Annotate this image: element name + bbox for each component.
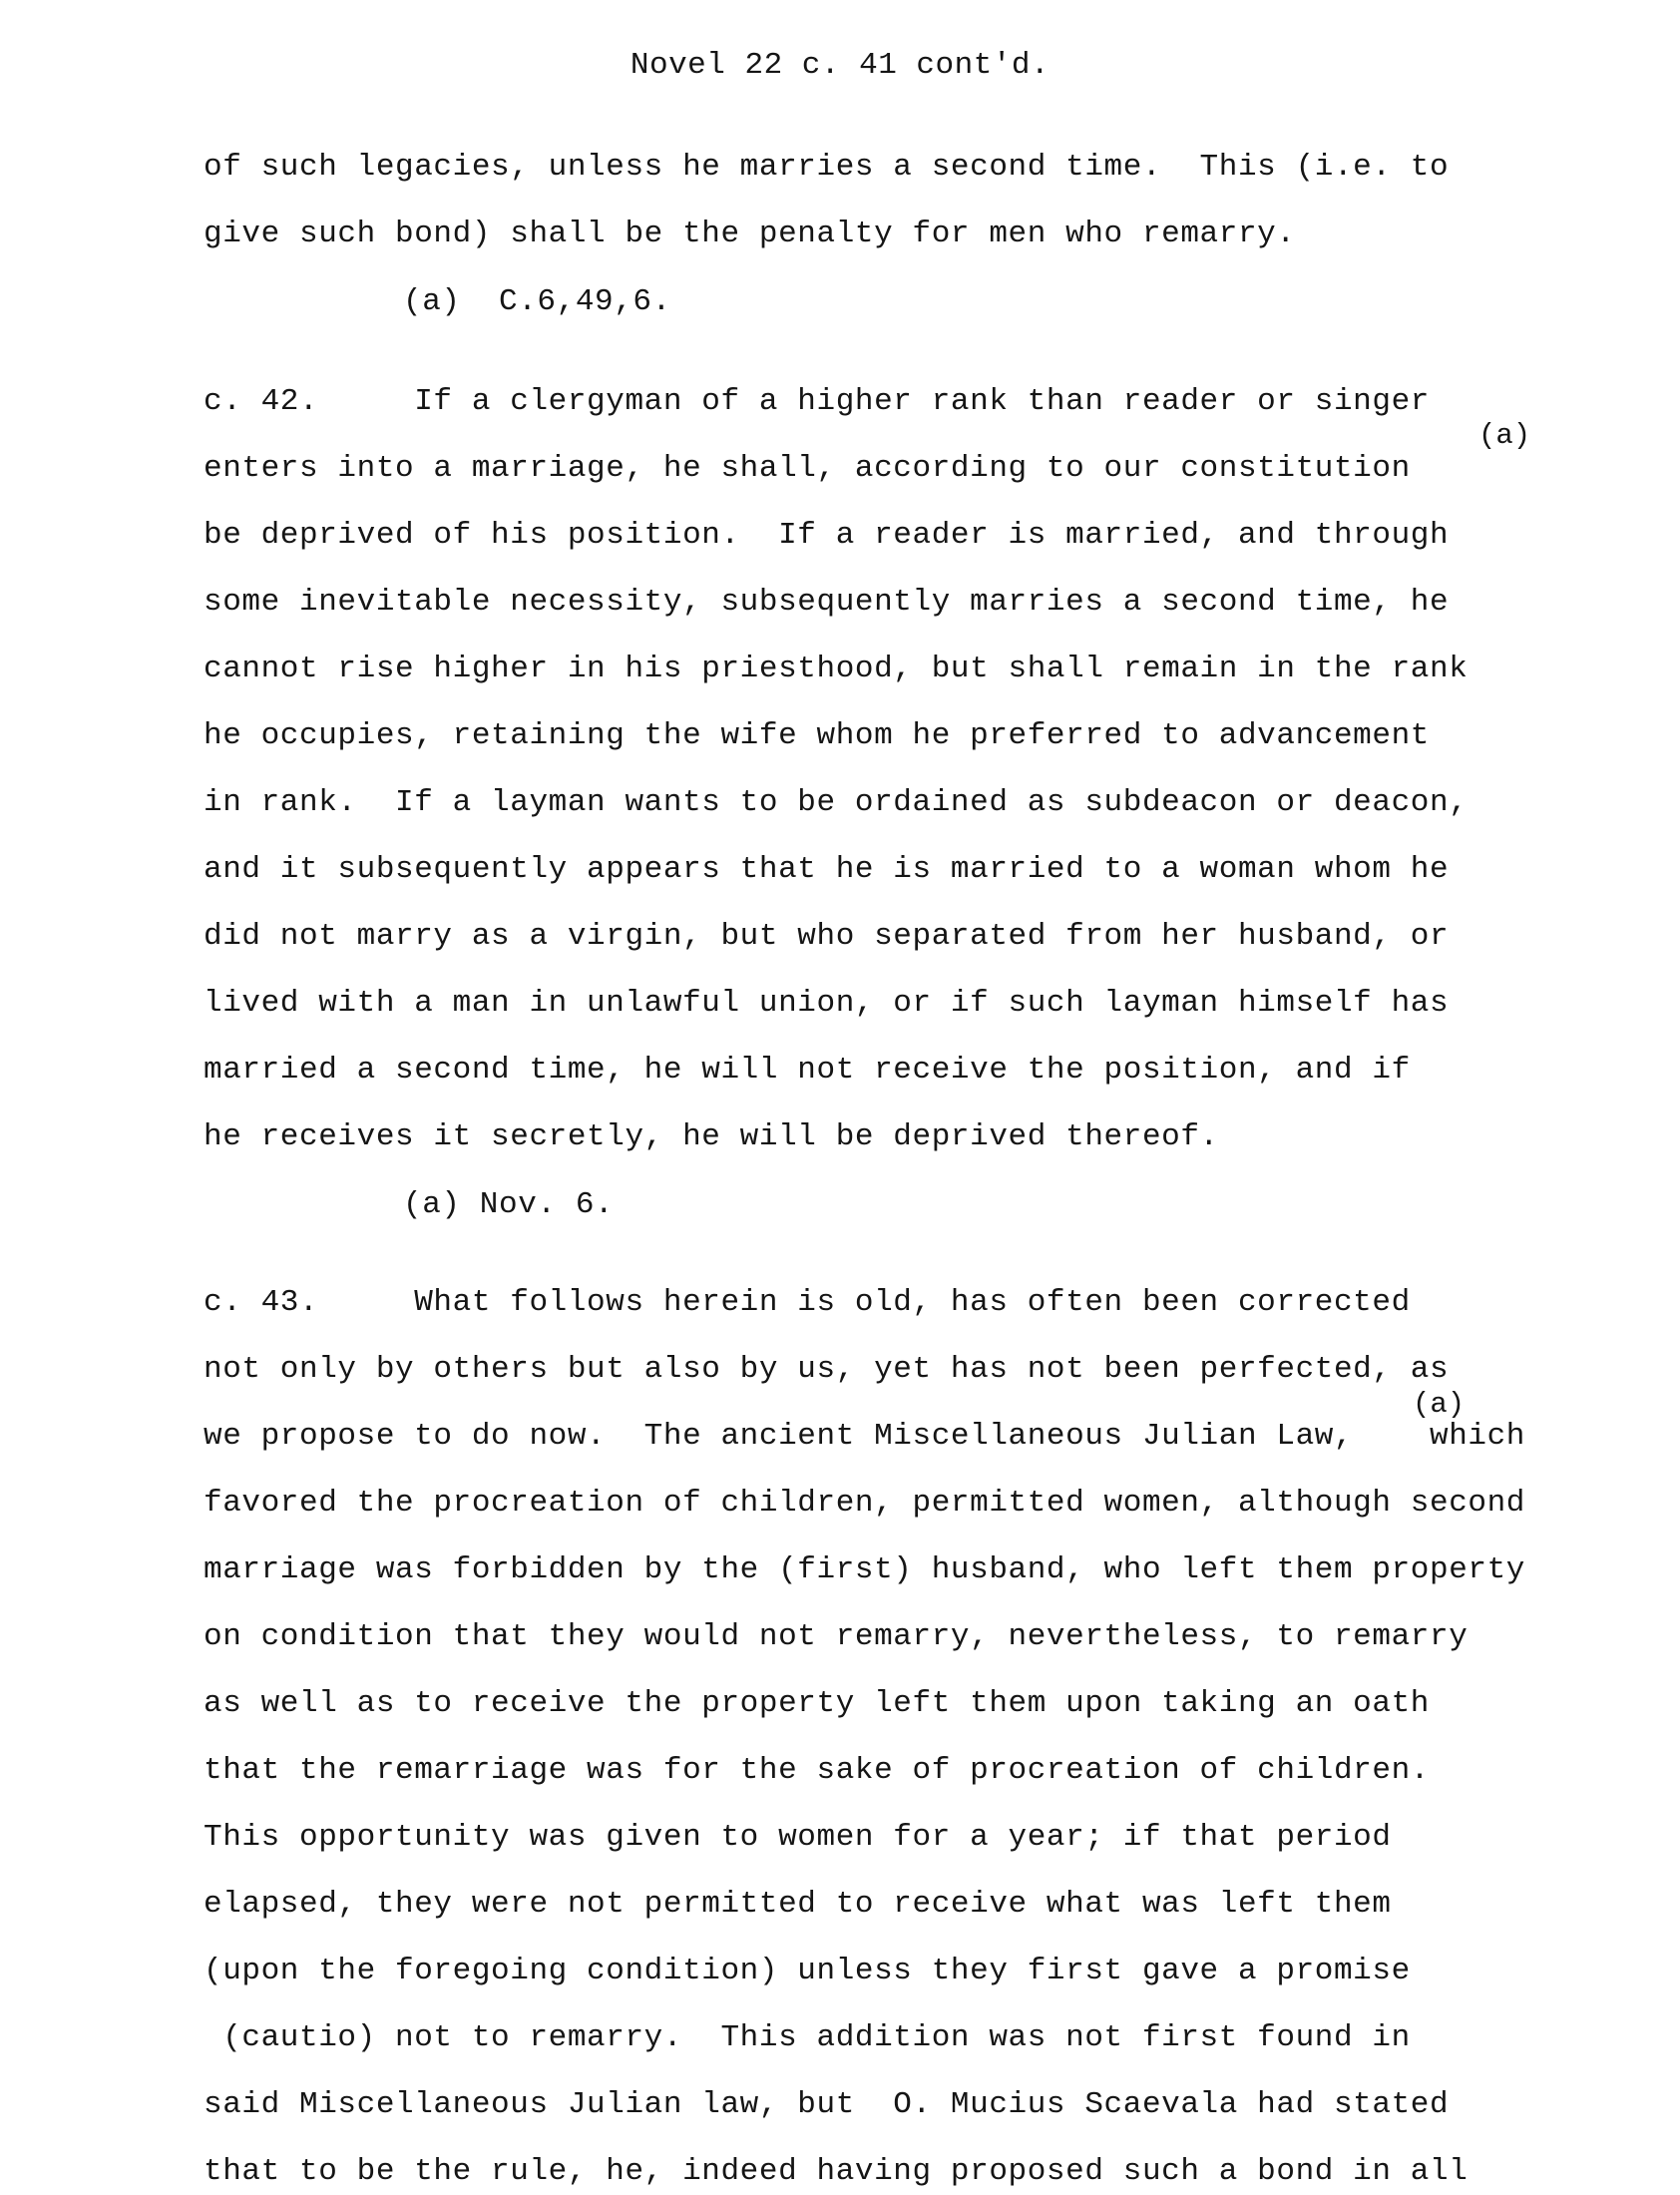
text-line: enters into a marriage, he shall, according to our constitution (204, 451, 1411, 486)
page-header: Novel 22 c. 41 cont'd. (630, 48, 1050, 83)
text-line: as well as to receive the property left them upon taking an oath (204, 1686, 1430, 1721)
text-line: some inevitable necessity, subsequently marries a second time, he (204, 585, 1450, 620)
footnote: (a) Nov. 6. (403, 1187, 615, 1222)
text-line: marriage was forbidden by the (first) husband, who left them property (204, 1552, 1526, 1587)
footnote-marker: (a) (1478, 419, 1531, 452)
text-line: on condition that they would not remarry, nevertheless, to remarry (204, 1619, 1469, 1654)
text-line: elapsed, they were not permitted to receive what was left them (204, 1887, 1392, 1922)
text-line: be deprived of his position. If a reader is married, and through (204, 518, 1450, 553)
text-line: he occupies, retaining the wife whom he preferred to advancement (204, 718, 1430, 753)
text-line: lived with a man in unlawful union, or if such layman himself has (204, 986, 1450, 1021)
text-line: not only by others but also by us, yet has not been perfected, as (204, 1352, 1450, 1387)
section-heading-line: c. 43. What follows herein is old, has often been corrected (204, 1285, 1411, 1320)
text-line: This opportunity was given to women for a year; if that period (204, 1820, 1392, 1855)
text-line: (upon the foregoing condition) unless they first gave a promise (204, 1954, 1411, 1988)
text-line: favored the procreation of children, permitted women, although second (204, 1486, 1526, 1521)
text-line: cannot rise higher in his priesthood, but shall remain in the rank (204, 652, 1469, 686)
footnote: (a) C.6,49,6. (403, 284, 671, 319)
text-line: and it subsequently appears that he is married to a woman whom he (204, 852, 1450, 887)
text-line: said Miscellaneous Julian law, but O. Mucius Scaevala had stated (204, 2087, 1450, 2122)
text-line: that to be the rule, he, indeed having proposed such a bond in all (204, 2154, 1469, 2189)
text-line: of such legacies, unless he marries a second time. This (i.e. to (204, 150, 1450, 185)
text-line: married a second time, he will not receive the position, and if (204, 1053, 1411, 1088)
text-line: did not marry as a virgin, but who separated from her husband, or (204, 919, 1450, 954)
text-line: he receives it secretly, he will be deprived thereof. (204, 1119, 1219, 1154)
text-line: in rank. If a layman wants to be ordained as subdeacon or deacon, (204, 785, 1469, 820)
text-line: give such bond) shall be the penalty for men who remarry. (204, 217, 1296, 251)
text-line: (cautio) not to remarry. This addition was not first found in (204, 2020, 1411, 2055)
text-line: we propose to do now. The ancient Miscellaneous Julian Law, which (204, 1419, 1526, 1454)
section-heading-line: c. 42. If a clergyman of a higher rank than reader or singer (204, 384, 1430, 419)
footnote-marker: (a) (1413, 1388, 1466, 1421)
text-line: that the remarriage was for the sake of procreation of children. (204, 1753, 1430, 1788)
